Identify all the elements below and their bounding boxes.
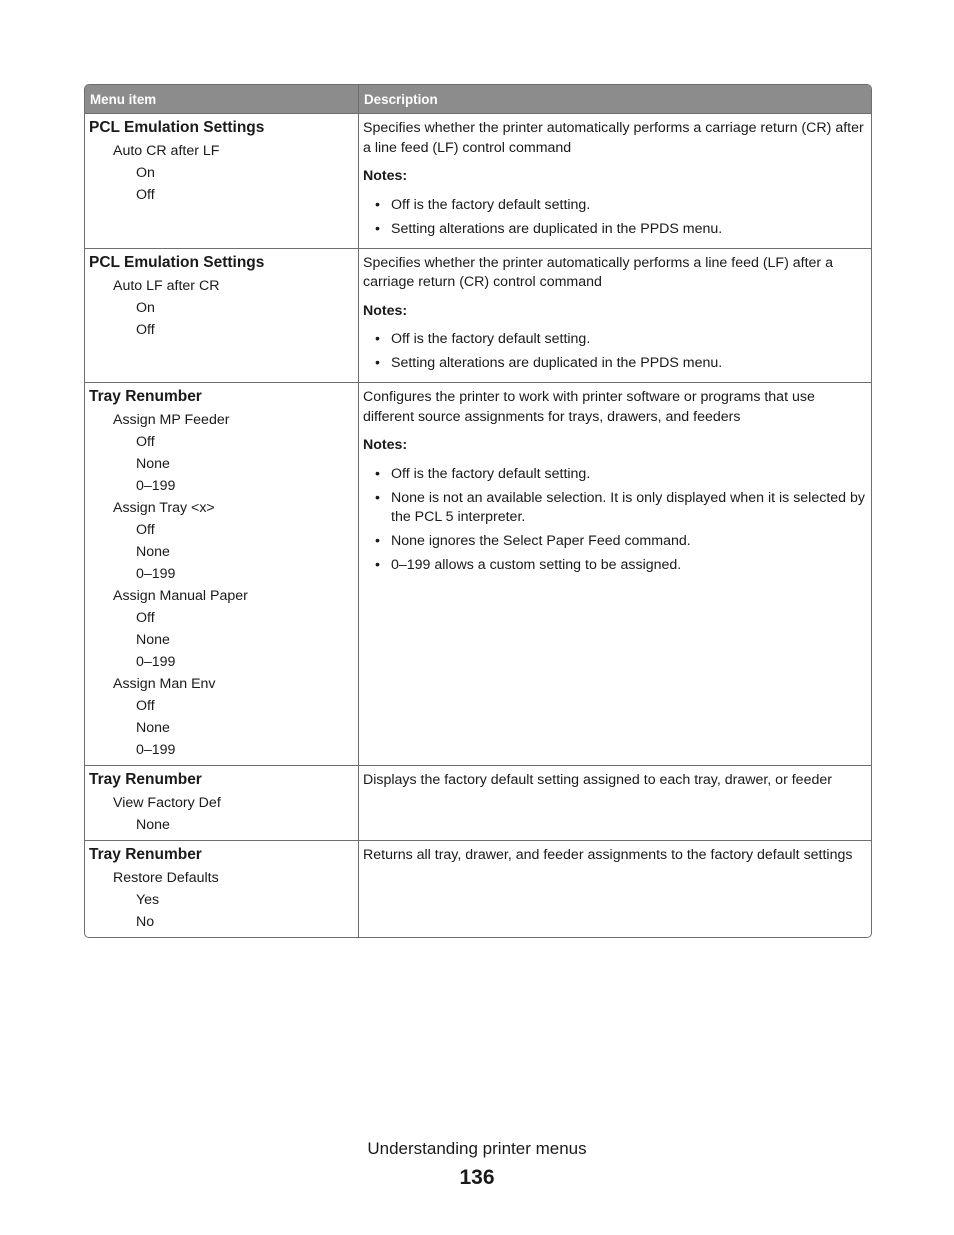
description-cell <box>359 766 871 840</box>
menu-title: PCL Emulation Settings <box>89 119 265 136</box>
note-item: • Off is the factory default setting. <box>363 196 867 216</box>
menu-option-value: None <box>136 456 170 472</box>
menu-option-value: 0–199 <box>136 654 176 670</box>
menu-subitem: Assign MP Feeder <box>113 412 230 428</box>
table-row <box>85 382 871 765</box>
menu-item-cell <box>85 766 359 840</box>
description-text: Specifies whether the printer automatically performs a line feed (LF) after a carriage return (CR) control command <box>363 254 833 290</box>
menu-option-value: Off <box>136 610 155 626</box>
note-item: • 0–199 allows a custom setting to be assigned. <box>363 556 867 576</box>
menu-item-cell <box>85 383 359 765</box>
description-text: Displays the factory default setting assigned to each tray, drawer, or feeder <box>363 772 832 788</box>
menu-subitem: Restore Defaults <box>113 870 219 886</box>
note-item: • Setting alterations are duplicated in the PPDS menu. <box>363 354 867 374</box>
header-description: Description <box>364 91 438 107</box>
note-item: • Setting alterations are duplicated in the PPDS menu. <box>363 220 867 240</box>
note-item: • Off is the factory default setting. <box>363 465 867 485</box>
description-cell <box>359 383 871 765</box>
table-row <box>85 765 871 840</box>
menu-option-value: None <box>136 632 170 648</box>
menu-option-value: None <box>136 720 170 736</box>
menu-option-value: Off <box>136 321 155 338</box>
menu-item-cell <box>85 841 359 937</box>
menu-item-cell <box>85 114 359 248</box>
menu-option-value: Off <box>136 187 155 203</box>
menu-subitem: Assign Tray <x> <box>113 500 215 516</box>
menu-option-value: On <box>136 299 155 316</box>
notes-label: Notes: <box>363 302 408 319</box>
menu-settings-table <box>84 84 872 938</box>
table-row <box>85 248 871 383</box>
description-text: Configures the printer to work with printer software or programs that use different source assignments for trays, drawers, and feeders <box>363 389 815 425</box>
description-cell <box>359 841 871 937</box>
table-body <box>85 113 871 937</box>
description-text: Returns all tray, drawer, and feeder assignments to the factory default settings <box>363 847 853 863</box>
menu-subitem: Assign Man Env <box>113 676 216 692</box>
menu-title: Tray Renumber <box>89 388 202 405</box>
note-item: • None ignores the Select Paper Feed command. <box>363 532 867 552</box>
menu-option-value: 0–199 <box>136 742 176 758</box>
menu-subitem: Auto LF after CR <box>113 277 220 294</box>
menu-option-value: None <box>136 544 170 560</box>
notes-list <box>363 465 867 576</box>
page-number: 136 <box>459 1166 495 1189</box>
note-item: • Off is the factory default setting. <box>363 330 867 350</box>
menu-subitem: Assign Manual Paper <box>113 588 248 604</box>
menu-title: Tray Renumber <box>89 771 202 788</box>
header-menu-item: Menu item <box>85 85 359 113</box>
menu-subitem: View Factory Def <box>113 795 221 811</box>
description-cell <box>359 114 871 248</box>
notes-list <box>363 330 867 374</box>
menu-option-value: Off <box>136 434 155 450</box>
description-text: Specifies whether the printer automatically performs a carriage return (CR) after a line feed (LF) control command <box>363 120 864 156</box>
table-row <box>85 840 871 937</box>
menu-option-value: 0–199 <box>136 566 176 582</box>
menu-option-value: Yes <box>136 892 160 908</box>
notes-label: Notes: <box>363 168 408 184</box>
menu-subitem: Auto CR after LF <box>113 143 220 159</box>
note-item: • None is not an available selection. It is only displayed when it is selected by the PCL 5 interpreter. <box>363 489 867 528</box>
menu-option-value: Off <box>136 698 155 714</box>
description-cell <box>359 249 871 383</box>
menu-option-value: No <box>136 914 155 930</box>
table-header <box>85 85 871 113</box>
menu-item-cell <box>85 249 359 383</box>
menu-title: Tray Renumber <box>89 846 202 863</box>
menu-option-value: 0–199 <box>136 478 176 494</box>
notes-label: Notes: <box>363 437 408 453</box>
menu-option-value: On <box>136 165 155 181</box>
table-row <box>85 113 871 248</box>
menu-title: PCL Emulation Settings <box>89 253 265 271</box>
menu-option-value: Off <box>136 522 155 538</box>
footer-section-title: Understanding printer menus <box>367 1139 587 1158</box>
notes-list <box>363 196 867 240</box>
menu-option-value: None <box>136 817 170 833</box>
